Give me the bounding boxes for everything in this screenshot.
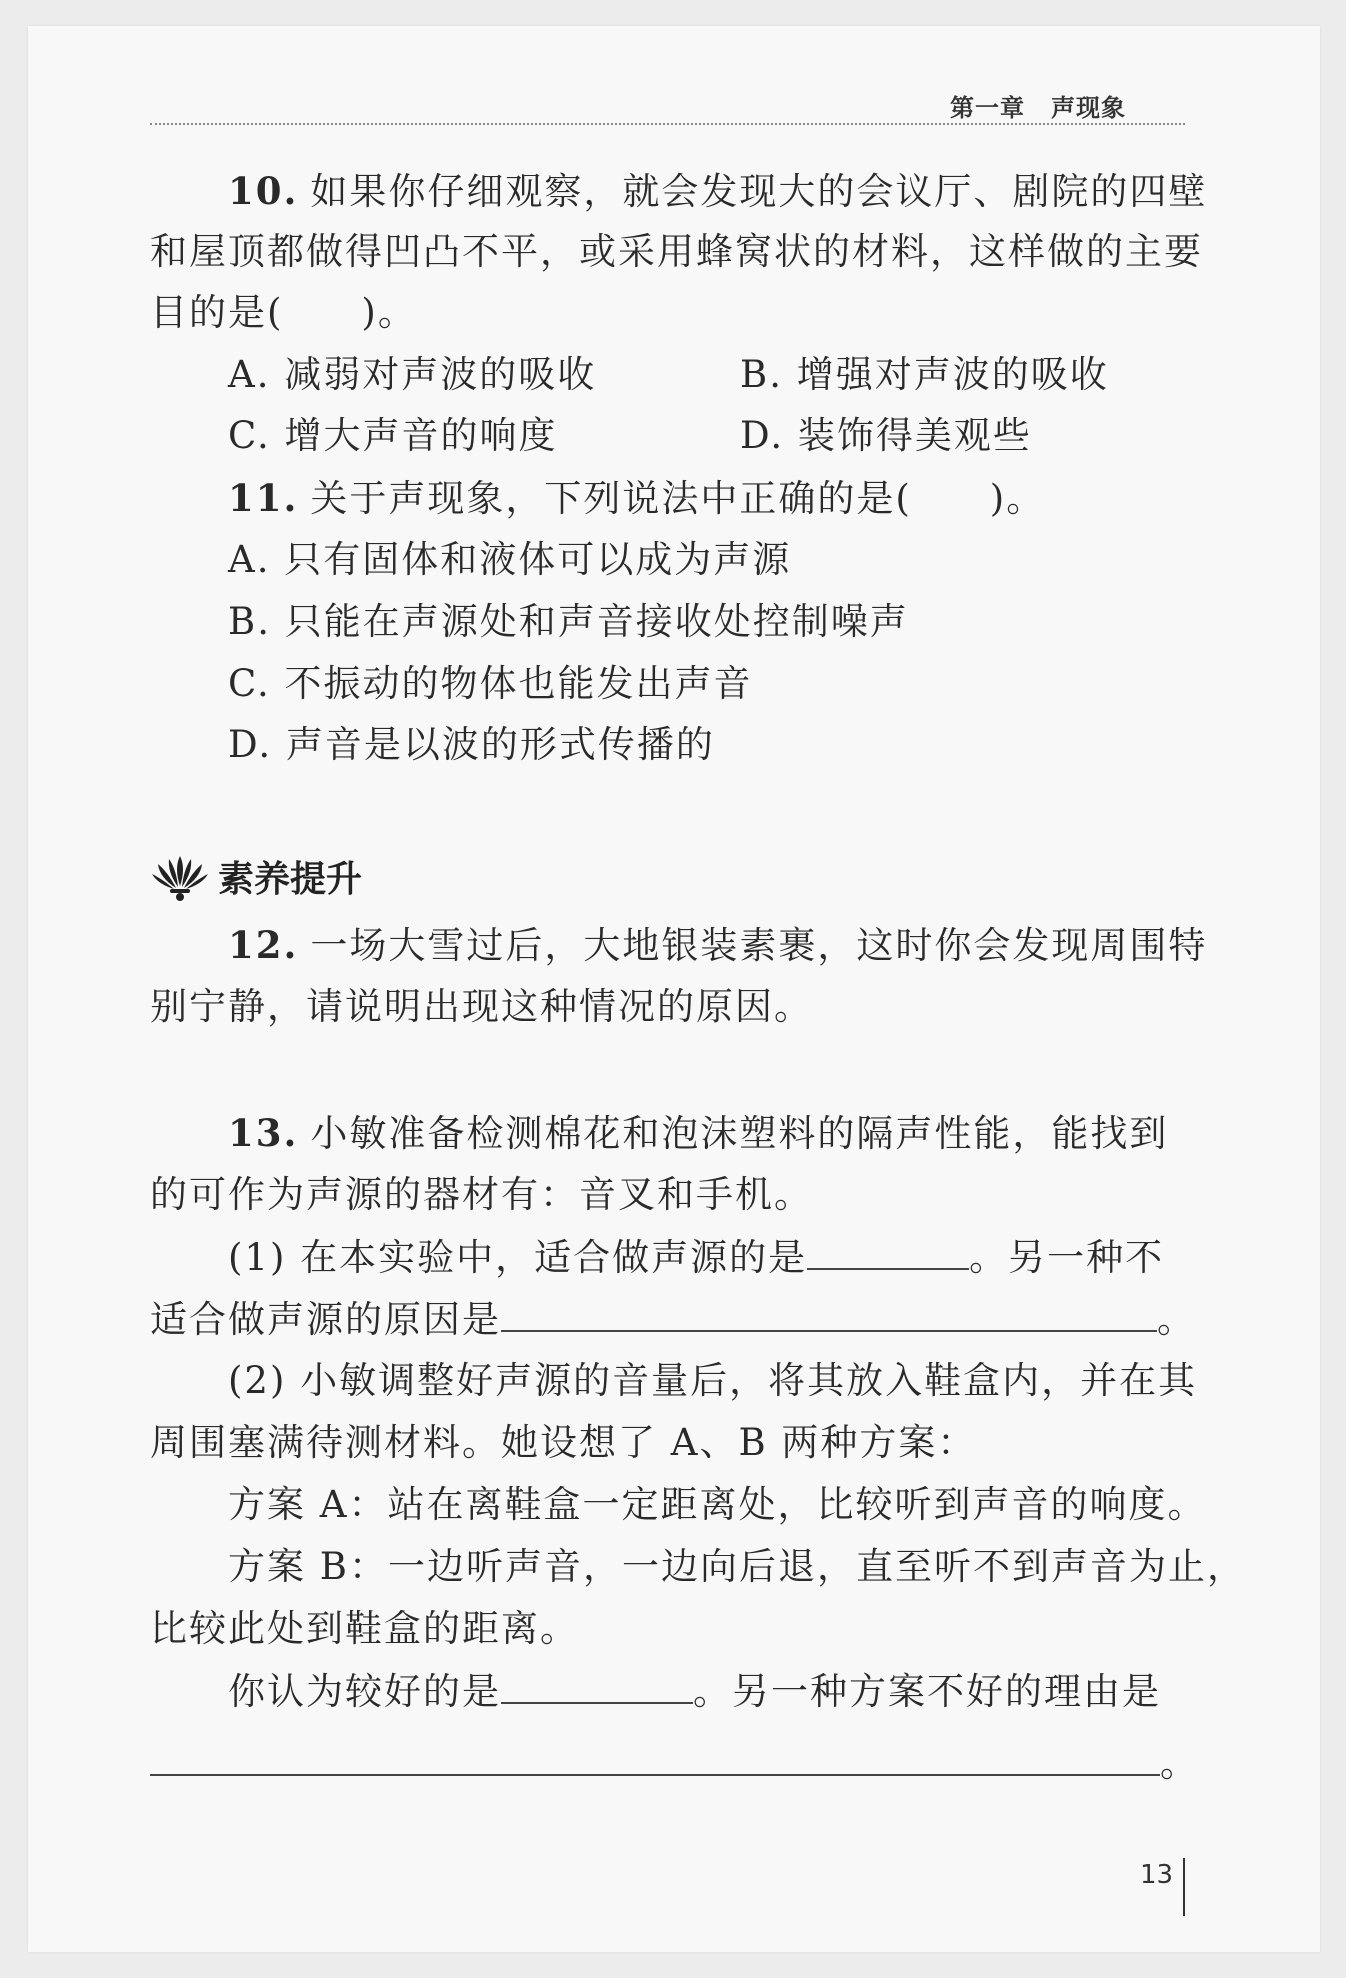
q10-option-a: A. 减弱对声波的吸收 xyxy=(228,353,597,396)
answer-blank-sound-source[interactable] xyxy=(807,1234,969,1270)
q13-part1-text: (1) 在本实验中，适合做声源的是 xyxy=(228,1236,808,1279)
q12-text-1: 一场大雪过后，大地银装素裹，这时你会发现周围特 xyxy=(310,924,1208,967)
q10-option-d: D. 装饰得美观些 xyxy=(740,414,1032,457)
q13-answer-text: 你认为较好的是 xyxy=(228,1670,501,1713)
q13-plan-b-line-2: 比较此处到鞋盒的距离。 xyxy=(150,1607,579,1650)
chapter-number: 第一章 xyxy=(950,94,1025,122)
q13-text-1: 小敏准备检测棉花和泡沫塑料的隔声性能，能找到 xyxy=(310,1112,1169,1155)
q13-number: 13. xyxy=(228,1111,299,1155)
q11-option-d: D. 声音是以波的形式传播的 xyxy=(228,723,715,766)
q10-line-2: 和屋顶都做得凹凸不平，或采用蜂窝状的材料，这样做的主要 xyxy=(150,230,1203,273)
q13-answer-line-1 xyxy=(228,1668,1161,1715)
answer-blank-plan-reason[interactable] xyxy=(150,1740,1160,1776)
q11-number: 11. xyxy=(228,476,299,520)
q13-part1-text-3: 适合做声源的原因是 xyxy=(150,1298,501,1341)
q10-number: 10. xyxy=(228,169,299,213)
q10-option-c: C. 增大声音的响度 xyxy=(228,414,558,457)
page-number-bar xyxy=(1183,1858,1185,1916)
q13-plan-a: 方案 A：站在离鞋盒一定距离处，比较听到声音的响度。 xyxy=(228,1483,1207,1526)
q10-option-b: B. 增强对声波的吸收 xyxy=(740,353,1109,396)
crown-flourish-icon xyxy=(150,850,210,902)
section-heading xyxy=(150,850,362,902)
q11-stem xyxy=(228,475,1045,522)
q13-answer-line-2 xyxy=(150,1740,1199,1787)
q10-text-1: 如果你仔细观察，就会发现大的会议厅、剧院的四壁 xyxy=(310,170,1208,213)
q13-answer-period: 。 xyxy=(1160,1742,1199,1785)
q13-part2-line-1: (2) 小敏调整好声源的音量后，将其放入鞋盒内，并在其 xyxy=(228,1359,1198,1402)
q12-number: 12. xyxy=(228,923,299,967)
q13-line-1 xyxy=(228,1110,1168,1157)
q11-option-c: C. 不振动的物体也能发出声音 xyxy=(228,662,753,705)
q13-answer-text-2: 。另一种方案不好的理由是 xyxy=(693,1670,1161,1713)
answer-blank-better-plan[interactable] xyxy=(501,1668,693,1704)
q13-plan-b-line-1: 方案 B：一边听声音，一边向后退，直至听不到声音为止， xyxy=(228,1545,1246,1588)
answer-blank-reason[interactable] xyxy=(501,1296,1157,1332)
q13-part1-period: 。 xyxy=(1157,1298,1196,1341)
q12-line-1 xyxy=(228,922,1207,969)
section-title: 素养提升 xyxy=(218,858,363,900)
page-number: 13 xyxy=(1140,1860,1174,1890)
header-rule xyxy=(150,123,1185,125)
q13-part2-line-2: 周围塞满待测材料。她设想了 A、B 两种方案： xyxy=(150,1421,977,1464)
running-header xyxy=(950,88,1126,123)
q10-line-1 xyxy=(228,168,1207,215)
chapter-title: 声现象 xyxy=(1051,94,1126,122)
q13-line-2: 的可作为声源的器材有：音叉和手机。 xyxy=(150,1173,813,1216)
q11-option-b: B. 只能在声源处和声音接收处控制噪声 xyxy=(228,600,909,643)
q12-line-2: 别宁静，请说明出现这种情况的原因。 xyxy=(150,985,813,1028)
q13-part1-text-2: 。另一种不 xyxy=(969,1236,1165,1279)
q11-text: 关于声现象，下列说法中正确的是( )。 xyxy=(310,477,1046,520)
q10-line-3: 目的是( )。 xyxy=(150,291,417,334)
q13-part1-line-2 xyxy=(150,1296,1196,1343)
q13-part1-line-1 xyxy=(228,1234,1164,1281)
q11-option-a: A. 只有固体和液体可以成为声源 xyxy=(228,538,792,581)
